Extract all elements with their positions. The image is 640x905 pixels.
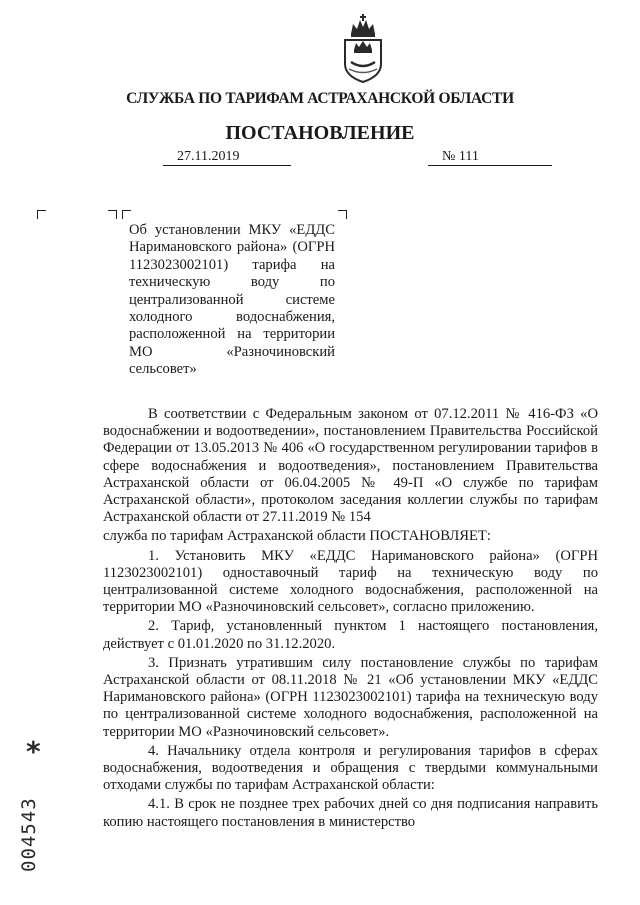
document-subject: Об установлении МКУ «ЕДДС Наримановского района» (ОГРН 1123023002101) тарифа на техническую воду по централизованной системе холодного водоснабжения, расположенной на территории МО «Разночиновский сельсовет» [129, 222, 335, 378]
item-4-1: 4.1. В срок не позднее трех рабочих дней со дня подписания направить копию настоящего постановления в министерство [103, 796, 598, 830]
item-2: 2. Тариф, установленный пунктом 1 настоящего постановления, действует с 01.01.2020 по 31.12.2020. [103, 618, 598, 652]
corner-mark-inner-left [122, 210, 131, 219]
document-number: № 111 [428, 149, 552, 166]
item-4: 4. Начальнику отдела контроля и регулирования тарифов в сферах водоснабжения, водоотведения и обращения с твердыми коммунальными отходами службы по тарифам Астраханской области: [103, 742, 598, 794]
document-body [103, 406, 598, 831]
preamble-paragraph: В соответствии с Федеральным законом от 07.12.2011 № 416-ФЗ «О водоснабжении и водоотведении», постановлением Правительства Российской Федерации от 13.05.2013 № 406 «О государственном регулировании тарифов в сфере водоснабжения и водоотведения», постановлением Правительства Астраханской области от 06.04.2005 № 49-П «О службе по тарифам Астраханской области», протоколом заседания коллегии службы по тарифам Астраханской области от 27.11.2019 № 154 [103, 406, 598, 526]
item-1: 1. Установить МКУ «ЕДДС Наримановского района» (ОГРН 1123023002101) одноставочный тариф на техническую воду по централизованной системе холодного водоснабжения, расположенной на территории МО «Разночиновский сельсовет», согласно приложению. [103, 547, 598, 616]
organization-name: СЛУЖБА ПО ТАРИФАМ АСТРАХАНСКОЙ ОБЛАСТИ [126, 90, 514, 107]
document-date: 27.11.2019 [163, 149, 291, 166]
corner-mark-inner-right [108, 210, 117, 219]
resolves-line: служба по тарифам Астраханской области ПОСТАНОВЛЯЕТ: [103, 528, 491, 545]
item-3: 3. Признать утратившим силу постановление службы по тарифам Астраханской области от 08.11.2018 № 21 «Об установлении МКУ «ЕДДС Наримановского района» (ОГРН 1123023002101) тарифа на техническую воду по централизованной системе холодного водоснабжения, расположенной на территории МО «Разночиновский сельсовет». [103, 654, 598, 740]
document-type: ПОСТАНОВЛЕНИЕ [225, 122, 415, 144]
stamp-number: 004543 [18, 797, 40, 872]
coat-of-arms-icon [339, 14, 387, 84]
stamp-mark: * [26, 735, 41, 768]
corner-mark-right [338, 210, 347, 219]
corner-mark-left [37, 210, 46, 219]
